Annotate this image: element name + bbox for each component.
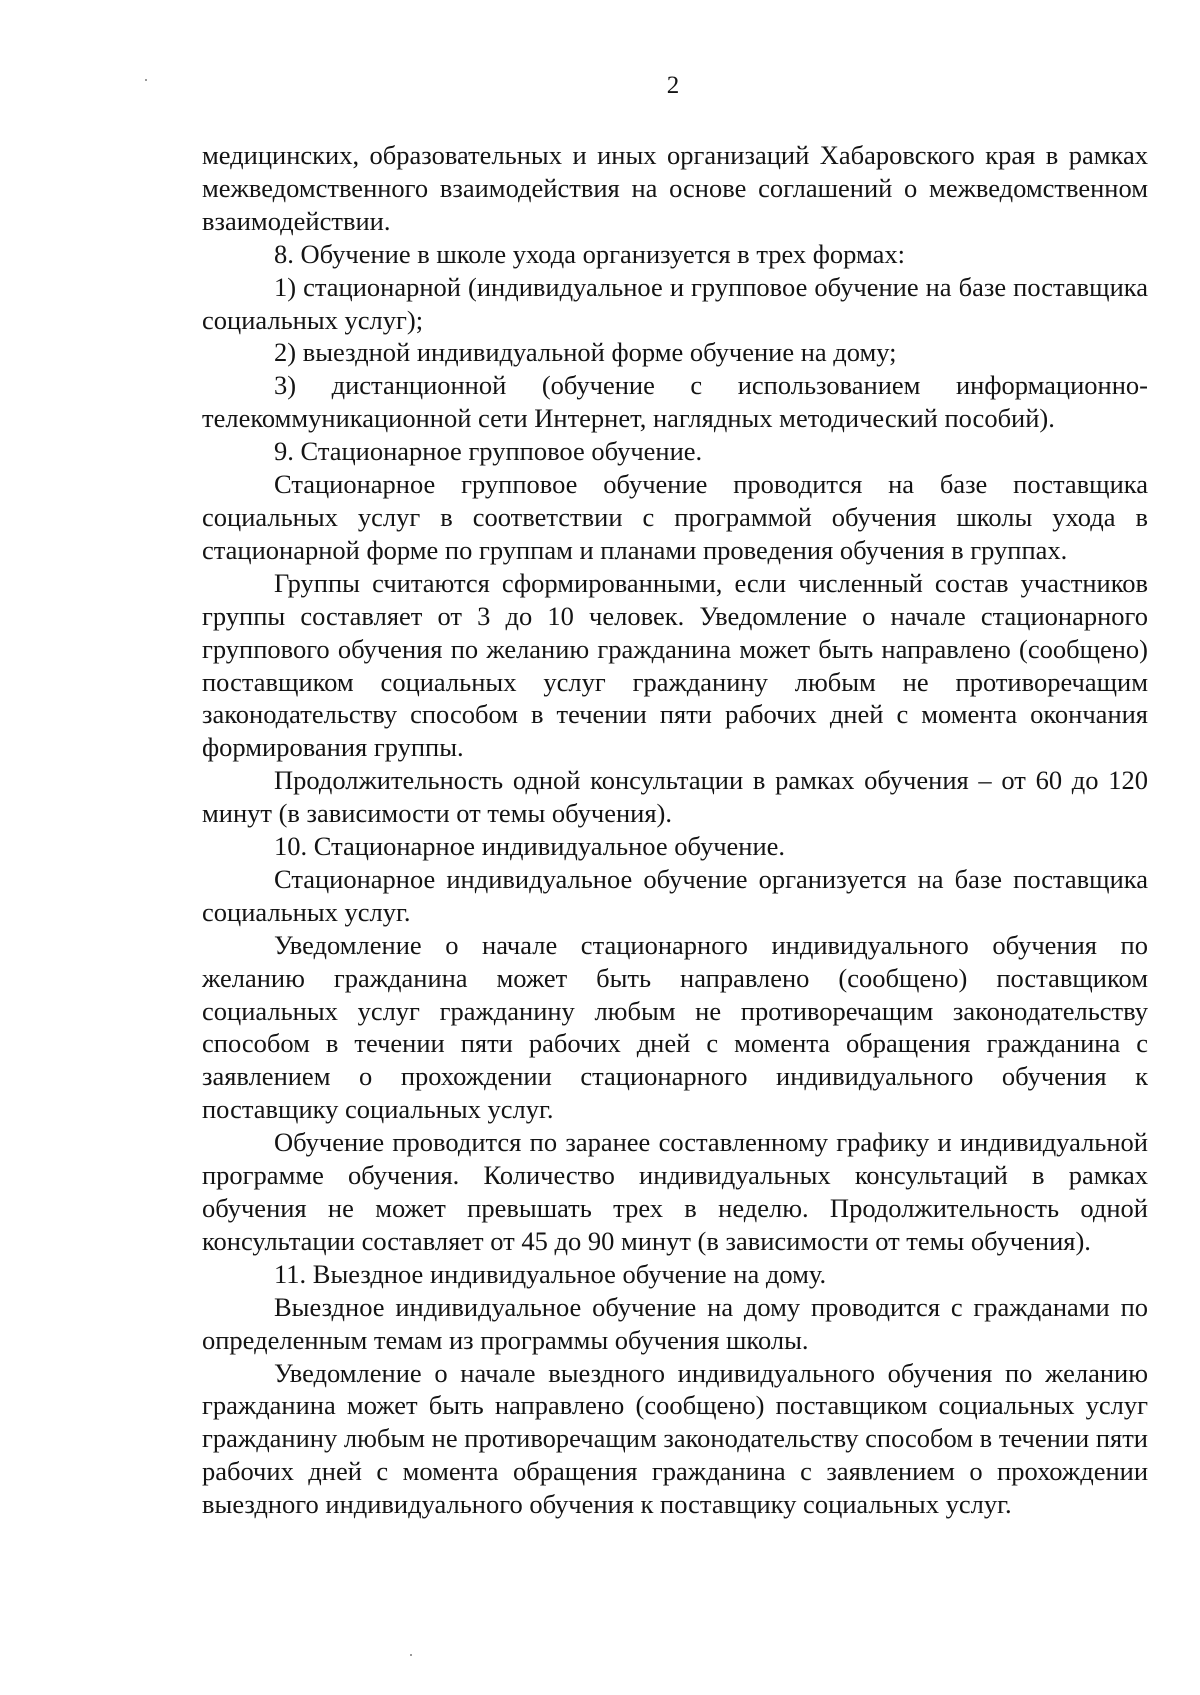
- section-11-heading: 11. Выездное индивидуальное обучение на дому.: [274, 1258, 827, 1289]
- page-number: 2: [666, 72, 680, 99]
- list-item-2: 2) выездной индивидуальной форме обучение на дому;: [274, 337, 897, 368]
- paragraph: Продолжительность одной консультации в рамках обучения – от 60 до 120 минут (в зависимости от темы обучения).: [202, 765, 1148, 829]
- paragraph: Уведомление о начале выездного индивидуального обучения по желанию гражданина может быть направлено (сообщено) поставщиком социальных услуг гражданину любым не противоречащим законодательству способом в течении пяти рабочих дней с момента обращения гражданина с заявлением о прохождении выездного индивидуального обучения к поставщику социальных услуг.: [202, 1357, 1148, 1520]
- section-10-heading: 10. Стационарное индивидуальное обучение.: [274, 831, 786, 862]
- paragraph: Стационарное индивидуальное обучение организуется на базе поставщика социальных услуг.: [202, 863, 1148, 927]
- section-8-heading: 8. Обучение в школе ухода организуется в трех формах:: [274, 238, 905, 269]
- paragraph: Обучение проводится по заранее составленному графику и индивидуальной программе обучения. Количество индивидуальных консультаций в рамках обучения не может превышать трех в неделю. Продолжительность одной консультации составляет от 45 до 90 минут (в зависимости от темы обучения).: [202, 1127, 1148, 1256]
- paragraph-continuation: медицинских, образовательных и иных организаций Хабаровского края в рамках межведомственного взаимодействия на основе соглашений о межведомственном взаимодействии.: [202, 140, 1148, 236]
- paragraph: Выездное индивидуальное обучение на дому проводится с гражданами по определенным темам из программы обучения школы.: [202, 1291, 1148, 1355]
- list-item-1: 1) стационарной (индивидуальное и групповое обучение на базе поставщика социальных услуг);: [202, 271, 1148, 335]
- paragraph: Уведомление о начале стационарного индивидуального обучения по желанию гражданина может быть направлено (сообщено) поставщиком социальных услуг гражданину любым не противоречащим законодательству способом в течении пяти рабочих дней с момента обращения гражданина с заявлением о прохождении стационарного индивидуального обучения к поставщику социальных услуг.: [202, 929, 1148, 1125]
- document-body: [202, 139, 1148, 1521]
- paragraph: Стационарное групповое обучение проводится на базе поставщика социальных услуг в соответствии с программой обучения школы ухода в стационарной форме по группам и планами проведения обучения в группах.: [202, 469, 1148, 565]
- list-item-3: 3) дистанционной (обучение с использованием информационно-телекоммуникационной сети Интернет, наглядных методический пособий).: [202, 370, 1148, 434]
- section-9-heading: 9. Стационарное групповое обучение.: [274, 436, 703, 467]
- scan-speck: [410, 1654, 412, 1656]
- paragraph: Группы считаются сформированными, если численный состав участников группы составляет от 3 до 10 человек. Уведомление о начале стационарного группового обучения по желанию гражданина может быть направлено (сообщено) поставщиком социальных услуг гражданину любым не противоречащим законодательству способом в течении пяти рабочих дней с момента окончания формирования группы.: [202, 567, 1148, 763]
